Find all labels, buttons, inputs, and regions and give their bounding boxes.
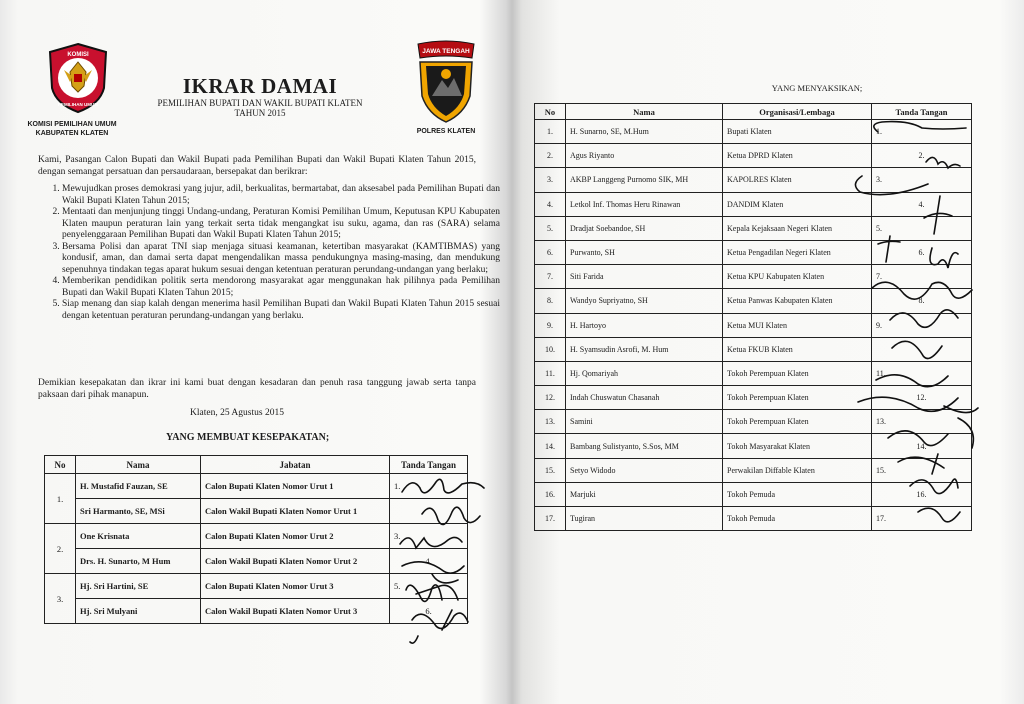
- signature-cell: 1.: [872, 120, 972, 144]
- witness-name: Indah Chuswatun Chasanah: [566, 386, 723, 410]
- signature-cell: 4.: [872, 192, 972, 216]
- witness-name: Agus Riyanto: [566, 144, 723, 168]
- candidate-position: Calon Bupati Klaten Nomor Urut 2: [201, 524, 390, 549]
- signature-cell: 5.: [390, 574, 468, 599]
- witness-name: Tugiran: [566, 507, 723, 531]
- polres-banner-text: JAWA TENGAH: [422, 48, 470, 55]
- witness-organization: Tokoh Pemuda: [723, 507, 872, 531]
- candidate-position: Calon Wakil Bupati Klaten Nomor Urut 3: [201, 599, 390, 624]
- subtitle-line1: PEMILIHAN BUPATI DAN WAKIL BUPATI KLATEN: [157, 98, 363, 108]
- candidate-position: Calon Wakil Bupati Klaten Nomor Urut 1: [201, 499, 390, 524]
- candidate-name: Hj. Sri Mulyani: [76, 599, 201, 624]
- witness-organization: Tokoh Perempuan Klaten: [723, 361, 872, 385]
- signature-cell: 11.: [872, 361, 972, 385]
- table-row: [535, 458, 972, 482]
- maker-heading: YANG MEMBUAT KESEPAKATAN;: [166, 432, 330, 443]
- witness-number: 8.: [535, 289, 566, 313]
- candidate-position: Calon Bupati Klaten Nomor Urut 1: [201, 474, 390, 499]
- kpu-logo-text-bottom: PEMILIHAN UMUM: [58, 102, 98, 107]
- table-row: [535, 434, 972, 458]
- kpu-caption-line2: KABUPATEN KLATEN: [35, 130, 109, 137]
- table-row: [535, 144, 972, 168]
- signature-cell: 8.: [872, 289, 972, 313]
- candidate-name: H. Mustafid Fauzan, SE: [76, 474, 201, 499]
- witness-organization: Ketua MUI Klaten: [723, 313, 872, 337]
- candidate-position: Calon Wakil Bupati Klaten Nomor Urut 2: [201, 549, 390, 574]
- table-header-row: [535, 104, 972, 120]
- witness-number: 17.: [535, 507, 566, 531]
- witness-number: 12.: [535, 386, 566, 410]
- signature-cell: 15.: [872, 458, 972, 482]
- signature-cell: 3.: [390, 524, 468, 549]
- col-header-nama: Nama: [566, 104, 723, 120]
- col-header-ttd: Tanda Tangan: [390, 456, 468, 474]
- witness-name: Wandyo Supriyatno, SH: [566, 289, 723, 313]
- document-subtitle: [120, 98, 400, 118]
- table-row: [45, 524, 468, 549]
- signature-cell: 13.: [872, 410, 972, 434]
- table-row: [535, 507, 972, 531]
- table-row: [535, 386, 972, 410]
- right-page: [512, 0, 1024, 704]
- witness-name: H. Sunarno, SE, M.Hum: [566, 120, 723, 144]
- signature-cell: 1.: [390, 474, 468, 499]
- closing-paragraph: Demikian kesepakatan dan ikrar ini kami buat dengan kesadaran dan penuh rasa tanggung jawab serta tanpa paksaan dari pihak manapun.: [38, 378, 476, 400]
- table-row: [535, 168, 972, 192]
- signature-cell: 12.: [872, 386, 972, 410]
- pledge-item: 3. Bersama Polisi dan aparat TNI siap menjaga situasi keamanan, ketertiban masyarakat (KAMTIBMAS) yang kondusif, aman, dan damai serta dapat mengendalikan massa pendukungnya masing-masing, dan mendukung sepenuhnya tindakan tegas aparat hukum sesuai dengan ketentuan peraturan perundang-undangan yang berlaku;: [62, 242, 500, 277]
- witness-name: Purwanto, SH: [566, 240, 723, 264]
- table-row: [535, 313, 972, 337]
- witness-number: 9.: [535, 313, 566, 337]
- signature-cell: 6.: [872, 240, 972, 264]
- witness-organization: Ketua KPU Kabupaten Klaten: [723, 265, 872, 289]
- witness-organization: Bupati Klaten: [723, 120, 872, 144]
- document-title: IKRAR DAMAI: [182, 74, 338, 98]
- table-row: [535, 216, 972, 240]
- witness-name: Marjuki: [566, 482, 723, 506]
- table-header-row: [45, 456, 468, 474]
- signature-cell: [872, 337, 972, 361]
- signature-cell: 16.: [872, 482, 972, 506]
- pledge-item: 2. Mentaati dan menjunjung tinggi Undang-undang, Peraturan Komisi Pemilihan Umum, Keputusan KPU Kabupaten Klaten maupun peraturan lain yang terkait serta tidak mengangkat isu suku, agama, dan ras (SARA) selama penyelenggaraan Pemilihan Bupati dan Wakil Bupati Klaten Tahun 2015;: [62, 207, 500, 242]
- table-row: [535, 410, 972, 434]
- witness-name: Bambang Sulistyanto, S.Sos, MM: [566, 434, 723, 458]
- polres-logo-icon: [412, 40, 480, 124]
- signature-cell: 9.: [872, 313, 972, 337]
- signature-cell: 6.: [390, 599, 468, 624]
- col-header-no: No: [535, 104, 566, 120]
- signature-stroke: [410, 636, 418, 643]
- witness-organization: Ketua FKUB Klaten: [723, 337, 872, 361]
- candidate-name: One Krisnata: [76, 524, 201, 549]
- witness-number: 1.: [535, 120, 566, 144]
- kpu-caption-line1: KOMISI PEMILIHAN UMUM: [27, 121, 117, 128]
- table-row: [45, 599, 468, 624]
- pledge-item: 4. Memberikan pendidikan politik serta mendorong masyarakat agar menggunakan hak pilihnya pada Pemilihan Bupati dan Wakil Bupati Klaten Tahun 2015;: [62, 276, 500, 299]
- signature-cell: 2.: [872, 144, 972, 168]
- table-row: [45, 499, 468, 524]
- witness-name: Letkol Inf. Thomas Heru Rinawan: [566, 192, 723, 216]
- col-header-organisasi: Organisasi/Lembaga: [723, 104, 872, 120]
- witness-heading: YANG MENYAKSIKAN;: [771, 83, 863, 93]
- witness-number: 2.: [535, 144, 566, 168]
- witness-number: 5.: [535, 216, 566, 240]
- witness-organization: Ketua DPRD Klaten: [723, 144, 872, 168]
- pledge-list: [38, 184, 500, 322]
- kpu-logo-icon: [46, 42, 110, 114]
- witness-number: 3.: [535, 168, 566, 192]
- pair-number: 3.: [45, 574, 76, 624]
- witness-name: Hj. Qomariyah: [566, 361, 723, 385]
- witness-number: 16.: [535, 482, 566, 506]
- candidates-table: [44, 455, 468, 624]
- witness-number: 14.: [535, 434, 566, 458]
- col-header-jabatan: Jabatan: [201, 456, 390, 474]
- pair-number: 1.: [45, 474, 76, 524]
- table-row: [45, 474, 468, 499]
- witness-organization: Perwakilan Diffable Klaten: [723, 458, 872, 482]
- signature-cell: 4.: [390, 549, 468, 574]
- date-line: Klaten, 25 Agustus 2015: [190, 408, 284, 418]
- witness-organization: Kepala Kejaksaan Negeri Klaten: [723, 216, 872, 240]
- table-row: [535, 337, 972, 361]
- witness-table-body: [535, 120, 972, 531]
- polres-caption: POLRES KLATEN: [416, 128, 476, 135]
- table-row: [535, 482, 972, 506]
- witness-name: Siti Farida: [566, 265, 723, 289]
- witness-number: 7.: [535, 265, 566, 289]
- witness-organization: Tokoh Pemuda: [723, 482, 872, 506]
- witness-table: [534, 103, 972, 531]
- subtitle-line2: TAHUN 2015: [234, 108, 286, 118]
- kpu-caption: [16, 120, 128, 138]
- table-row: [45, 549, 468, 574]
- candidate-name: Sri Harmanto, SE, MSi: [76, 499, 201, 524]
- signature-cell: [390, 499, 468, 524]
- table-row: [535, 265, 972, 289]
- witness-organization: Tokoh Perempuan Klaten: [723, 410, 872, 434]
- witness-number: 10.: [535, 337, 566, 361]
- table-row: [535, 120, 972, 144]
- pledge-item: 1. Mewujudkan proses demokrasi yang jujur, adil, berkualitas, bermartabat, dan aksesabel pada Pemilihan Bupati dan Wakil Bupati Klaten Tahun 2015;: [62, 184, 500, 207]
- signature-cell: 17.: [872, 507, 972, 531]
- table-row: [535, 361, 972, 385]
- witness-name: Samini: [566, 410, 723, 434]
- signature-cell: 5.: [872, 216, 972, 240]
- signature-cell: 7.: [872, 265, 972, 289]
- pair-number: 2.: [45, 524, 76, 574]
- candidate-name: Drs. H. Sunarto, M Hum: [76, 549, 201, 574]
- table-row: [45, 574, 468, 599]
- witness-number: 6.: [535, 240, 566, 264]
- col-header-no: No: [45, 456, 76, 474]
- pledge-item: 5. Siap menang dan siap kalah dengan menerima hasil Pemilihan Bupati dan Wakil Bupati Klaten Tahun 2015 sesuai dengan ketentuan peraturan perundang-undangan yang berlaku.: [62, 299, 500, 322]
- witness-organization: Ketua Pengadilan Negeri Klaten: [723, 240, 872, 264]
- witness-number: 4.: [535, 192, 566, 216]
- witness-number: 15.: [535, 458, 566, 482]
- witness-number: 13.: [535, 410, 566, 434]
- signature-cell: 3.: [872, 168, 972, 192]
- left-page: [0, 0, 506, 704]
- witness-organization: Tokoh Perempuan Klaten: [723, 386, 872, 410]
- witness-number: 11.: [535, 361, 566, 385]
- witness-organization: DANDIM Klaten: [723, 192, 872, 216]
- witness-organization: KAPOLRES Klaten: [723, 168, 872, 192]
- col-header-ttd: Tanda Tangan: [872, 104, 972, 120]
- col-header-nama: Nama: [76, 456, 201, 474]
- candidate-position: Calon Bupati Klaten Nomor Urut 3: [201, 574, 390, 599]
- candidate-name: Hj. Sri Hartini, SE: [76, 574, 201, 599]
- witness-name: H. Syamsudin Asrofi, M. Hum: [566, 337, 723, 361]
- witness-name: Dradjat Soebandoe, SH: [566, 216, 723, 240]
- table-row: [535, 240, 972, 264]
- signature-cell: 14.: [872, 434, 972, 458]
- table-row: [535, 192, 972, 216]
- kpu-logo-text-top: KOMISI: [67, 52, 89, 58]
- intro-paragraph: Kami, Pasangan Calon Bupati dan Wakil Bupati pada Pemilihan Bupati dan Wakil Bupati Klaten Tahun 2015, dengan semangat persatuan dan persaudaraan, bersepakat dan berikrar:: [38, 155, 476, 177]
- witness-organization: Tokoh Masyarakat Klaten: [723, 434, 872, 458]
- witness-organization: Ketua Panwas Kabupaten Klaten: [723, 289, 872, 313]
- witness-name: AKBP Langgeng Purnomo SIK, MH: [566, 168, 723, 192]
- table-row: [535, 289, 972, 313]
- witness-name: H. Hartoyo: [566, 313, 723, 337]
- witness-name: Setyo Widodo: [566, 458, 723, 482]
